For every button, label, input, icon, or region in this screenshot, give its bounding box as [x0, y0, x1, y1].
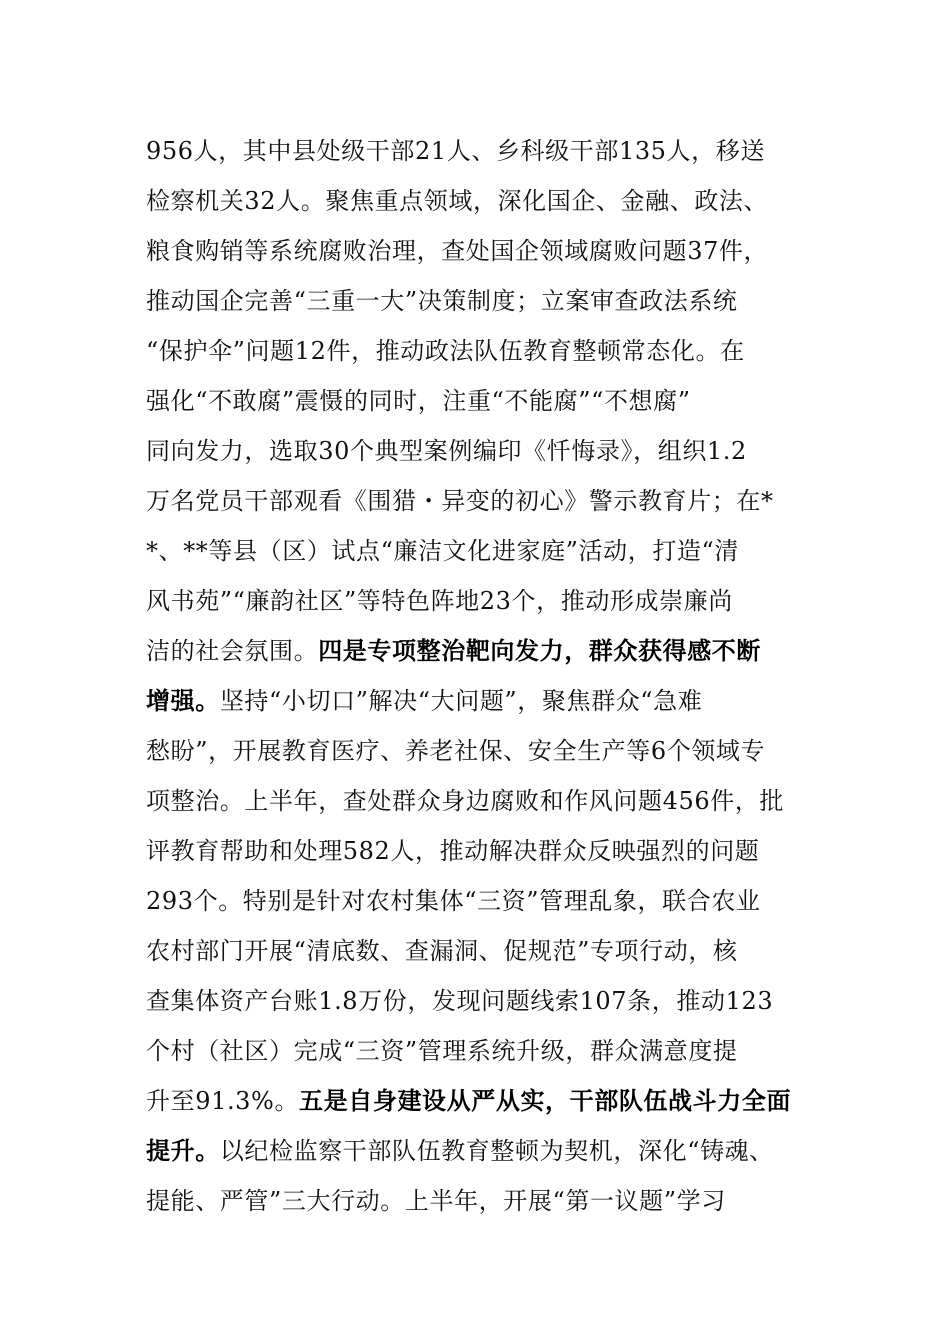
text-line-12 — [146, 676, 822, 726]
section-heading-5: 五是自身建设从严从实，干部队伍战斗力全面 — [299, 1087, 792, 1115]
text-line-16 — [146, 876, 822, 926]
text-line-8 — [146, 476, 822, 526]
text-line-9 — [146, 526, 822, 576]
line-text: 个村（社区）完成“三资”管理系统升级，群众满意度提 — [146, 1037, 738, 1065]
text-line-15 — [146, 826, 822, 876]
line-text: 愁盼”，开展教育医疗、养老社保、安全生产等6个领域专 — [146, 737, 766, 765]
line-text: “保护伞”问题12件，推动政法队伍教育整顿常态化。在 — [146, 337, 745, 365]
text-line-18 — [146, 976, 822, 1026]
line-text: 坚持“小切口”解决“大问题”，聚焦群众“急难 — [219, 687, 703, 715]
line-text: 风书苑”“廉韵社区”等特色阵地23个，推动形成崇廉尚 — [146, 587, 733, 615]
line-text: 粮食购销等系统腐败治理，查处国企领域腐败问题37件， — [146, 237, 769, 265]
line-text: 检察机关32人。聚焦重点领域，深化国企、金融、政法、 — [146, 187, 769, 215]
document-body — [146, 126, 822, 1226]
line-text: 项整治。上半年，查处群众身边腐败和作风问题456件，批 — [146, 787, 785, 815]
line-text: 评教育帮助和处理582人，推动解决群众反映强烈的问题 — [146, 837, 760, 865]
line-text: 查集体资产台账1.8万份，发现问题线索107条，推动123 — [146, 987, 774, 1015]
text-line-2 — [146, 176, 822, 226]
text-line-11 — [146, 626, 822, 676]
line-text: 强化“不敢腐”震慑的同时，注重“不能腐”“不想腐” — [146, 387, 691, 415]
text-line-10 — [146, 576, 822, 626]
text-line-3 — [146, 226, 822, 276]
line-text: 升至91.3%。 — [146, 1087, 300, 1115]
text-line-5 — [146, 326, 822, 376]
line-text: 农村部门开展“清底数、查漏洞、促规范”专项行动，核 — [146, 937, 738, 965]
line-text: 提能、严管”三大行动。上半年，开展“第一议题”学习 — [146, 1187, 726, 1215]
text-line-6 — [146, 376, 822, 426]
text-line-21 — [146, 1126, 822, 1176]
text-line-17 — [146, 926, 822, 976]
text-line-1 — [146, 126, 822, 176]
text-line-22 — [146, 1176, 822, 1226]
text-line-20 — [146, 1076, 822, 1126]
line-text: *、**等县（区）试点“廉洁文化进家庭”活动，打造“清 — [146, 537, 740, 565]
line-text: 洁的社会氛围。 — [146, 637, 319, 665]
section-heading-4: 四是专项整治靶向发力，群众获得感不断 — [318, 637, 762, 665]
text-line-4 — [146, 276, 822, 326]
line-text: 推动国企完善“三重一大”决策制度；立案审查政法系统 — [146, 287, 738, 315]
line-text: 956人，其中县处级干部21人、乡科级干部135人，移送 — [146, 137, 765, 165]
text-line-7 — [146, 426, 822, 476]
text-line-13 — [146, 726, 822, 776]
section-heading-4-end: 增强。 — [146, 687, 220, 715]
line-text: 万名党员干部观看《围猎・异变的初心》警示教育片；在* — [146, 487, 774, 515]
line-text: 同向发力，选取30个典型案例编印《忏悔录》，组织1.2 — [146, 437, 747, 465]
text-line-19 — [146, 1026, 822, 1076]
line-text: 293个。特别是针对农村集体“三资”管理乱象，联合农业 — [146, 887, 761, 915]
text-line-14 — [146, 776, 822, 826]
line-text: 以纪检监察干部队伍教育整顿为契机，深化“铸魂、 — [219, 1137, 774, 1165]
section-heading-5-end: 提升。 — [146, 1137, 220, 1165]
